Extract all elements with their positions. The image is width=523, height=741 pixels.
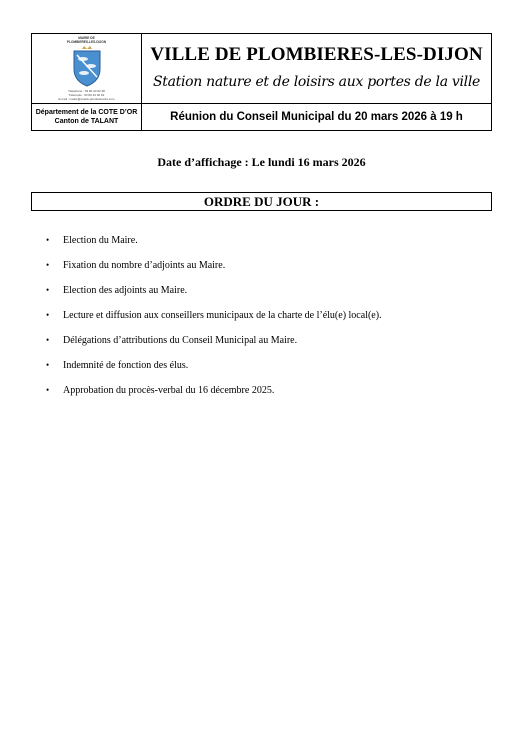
bullet-icon: •	[46, 260, 50, 270]
agenda-item	[46, 384, 382, 409]
agenda-item-text: Election du Maire.	[63, 235, 138, 246]
agenda-list	[46, 234, 382, 409]
agenda-item	[46, 234, 382, 259]
canton-name: Canton de TALANT	[54, 118, 119, 125]
agenda-item-text: Approbation du procès-verbal du 16 décembre 2025.	[63, 385, 275, 396]
city-slogan: Station nature et de loisirs aux portes de la ville	[152, 74, 481, 90]
agenda-title: ORDRE DU JOUR :	[31, 192, 492, 211]
logo-phone: Téléphone : 03 80 43 02 38	[68, 89, 105, 93]
bullet-icon: •	[46, 385, 50, 395]
bullet-icon: •	[46, 335, 50, 345]
logo-cell	[32, 34, 142, 104]
posting-date: Date d’affichage : Le lundi 16 mars 2026	[157, 155, 366, 169]
agenda-item	[46, 284, 382, 309]
agenda-item	[46, 334, 382, 359]
bullet-icon: •	[46, 235, 50, 245]
agenda-item-text: Lecture et diffusion aux conseillers municipaux de la charte de l’élu(e) local(e).	[63, 310, 382, 321]
logo-town-label: PLOMBIERES-LES-DIJON	[66, 40, 107, 44]
agenda-item-text: Délégations d’attributions du Conseil Municipal au Maire.	[63, 335, 298, 346]
header-table	[31, 33, 492, 131]
logo-fax: Télécopie : 03 80 43 36 62	[68, 93, 105, 97]
bullet-icon: •	[46, 310, 50, 320]
agenda-item	[46, 259, 382, 284]
meeting-title: Réunion du Conseil Municipal du 20 mars 2026 à 19 h	[170, 111, 463, 123]
title-cell	[142, 34, 491, 104]
department-cell	[32, 104, 142, 130]
logo-email: E-mail : mairie@mairie-plombieres21.com	[58, 97, 115, 101]
logo-mairie-label: MAIRIE DE	[78, 36, 95, 40]
coat-of-arms-icon	[72, 45, 102, 87]
department-name: Département de la COTE D’OR	[35, 109, 138, 116]
bullet-icon: •	[46, 285, 50, 295]
agenda-item-text: Fixation du nombre d’adjoints au Maire.	[63, 260, 226, 271]
city-name: VILLE DE PLOMBIERES-LES-DIJON	[150, 44, 483, 65]
agenda-item	[46, 359, 382, 384]
agenda-item-text: Election des adjoints au Maire.	[63, 285, 188, 296]
agenda-item-text: Indemnité de fonction des élus.	[63, 360, 189, 371]
bullet-icon: •	[46, 360, 50, 370]
agenda-item	[46, 309, 382, 334]
meeting-cell	[142, 104, 491, 130]
